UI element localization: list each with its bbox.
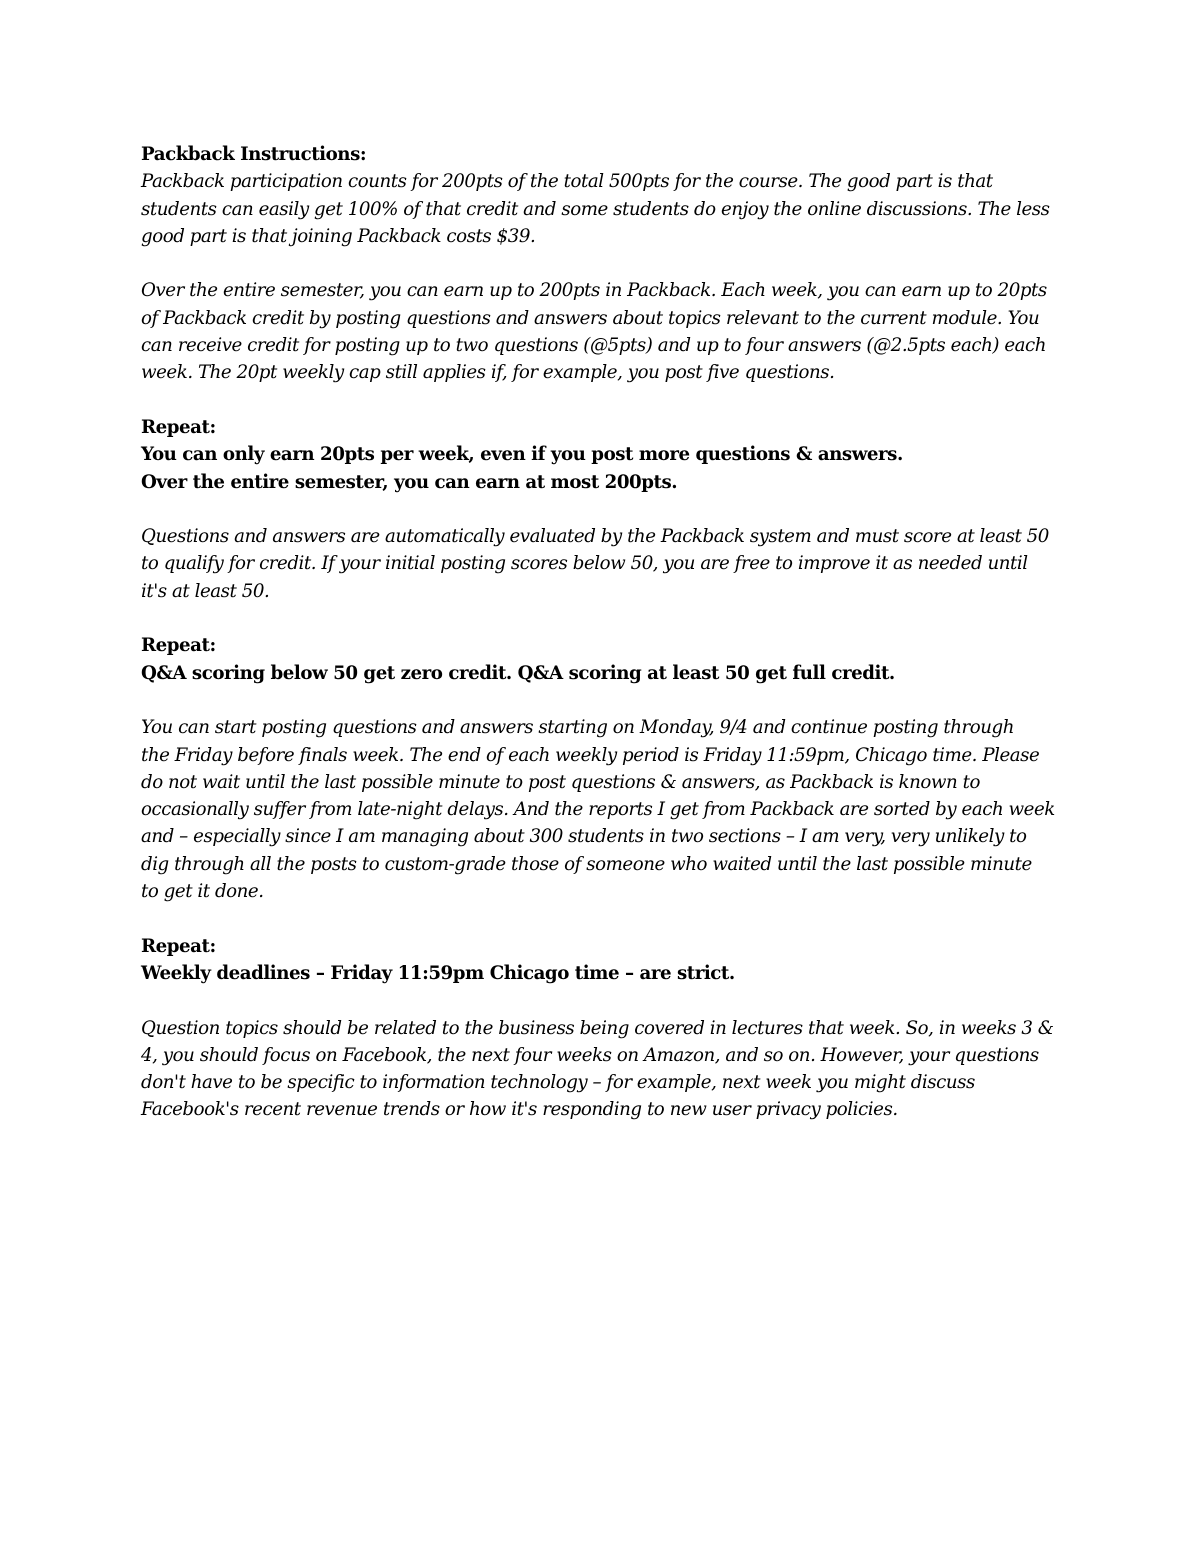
repeat-line: You can only earn 20pts per week, even if you post more questions & answers. bbox=[141, 444, 903, 466]
repeat-line: Weekly deadlines – Friday 11:59pm Chicago time – are strict. bbox=[141, 962, 735, 984]
topics-line: Question topics should be related to the business being covered in lectures that week. So, in weeks 3 & bbox=[141, 1017, 1054, 1039]
semester-line: of Packback credit by posting questions and answers about topics relevant to the current module. You bbox=[141, 307, 1040, 329]
paragraph-gap bbox=[141, 605, 1071, 632]
intro-line: students can easily get 100% of that credit and some students do enjoy the online discussions. The less bbox=[141, 198, 1050, 220]
repeat-block-2 bbox=[141, 632, 1071, 687]
topics-line: Facebook's recent revenue trends or how it's responding to new user privacy policies. bbox=[141, 1099, 898, 1121]
repeat-block-1 bbox=[141, 414, 1071, 496]
repeat-block-3 bbox=[141, 933, 1071, 988]
intro-paragraph bbox=[141, 168, 1071, 250]
scoring-line: it's at least 50. bbox=[141, 580, 270, 602]
repeat-label: Repeat: bbox=[141, 635, 216, 657]
schedule-line: do not wait until the last possible minute to post questions & answers, as Packback is known to bbox=[141, 771, 980, 793]
paragraph-gap bbox=[141, 496, 1071, 523]
scoring-paragraph bbox=[141, 523, 1071, 605]
schedule-line: to get it done. bbox=[141, 881, 264, 903]
document-page bbox=[141, 141, 1071, 1124]
repeat-label: Repeat: bbox=[141, 935, 216, 957]
topics-line: don't have to be specific to information technology – for example, next week you might discuss bbox=[141, 1072, 975, 1094]
scoring-line: to qualify for credit. If your initial posting scores below 50, you are free to improve it as needed until bbox=[141, 553, 1028, 575]
semester-paragraph bbox=[141, 277, 1071, 386]
schedule-line: dig through all the posts to custom-grade those of someone who waited until the last possible minute bbox=[141, 853, 1032, 875]
schedule-line: occasionally suffer from late-night delays. And the reports I get from Packback are sorted by each week bbox=[141, 799, 1055, 821]
semester-line: can receive credit for posting up to two questions (@5pts) and up to four answers (@2.5pts each) each bbox=[141, 335, 1047, 357]
paragraph-gap bbox=[141, 905, 1071, 932]
schedule-paragraph bbox=[141, 714, 1071, 905]
semester-line: week. The 20pt weekly cap still applies if, for example, you post five questions. bbox=[141, 362, 835, 384]
repeat-label: Repeat: bbox=[141, 416, 216, 438]
paragraph-gap bbox=[141, 987, 1071, 1014]
repeat-line: Over the entire semester, you can earn at most 200pts. bbox=[141, 471, 678, 493]
schedule-line: the Friday before finals week. The end of each weekly period is Friday 11:59pm, Chicago time. Please bbox=[141, 744, 1040, 766]
intro-line: good part is that joining Packback costs $39. bbox=[141, 225, 536, 247]
paragraph-gap bbox=[141, 687, 1071, 714]
paragraph-gap bbox=[141, 250, 1071, 277]
intro-line: Packback participation counts for 200pts of the total 500pts for the course. The good part is that bbox=[141, 171, 993, 193]
paragraph-gap bbox=[141, 387, 1071, 414]
repeat-line: Q&A scoring below 50 get zero credit. Q&A scoring at least 50 get full credit. bbox=[141, 662, 895, 684]
schedule-line: and – especially since I am managing about 300 students in two sections – I am very, very unlikely to bbox=[141, 826, 1027, 848]
semester-line: Over the entire semester, you can earn up to 200pts in Packback. Each week, you can earn up to 20pts bbox=[141, 280, 1047, 302]
topics-paragraph bbox=[141, 1015, 1071, 1124]
scoring-line: Questions and answers are automatically evaluated by the Packback system and must score at least 50 bbox=[141, 526, 1049, 548]
document-title: Packback Instructions: bbox=[141, 144, 367, 165]
topics-line: 4, you should focus on Facebook, the next four weeks on Amazon, and so on. However, your questions bbox=[141, 1044, 1039, 1066]
schedule-line: You can start posting questions and answers starting on Monday, 9/4 and continue posting through bbox=[141, 717, 1015, 739]
